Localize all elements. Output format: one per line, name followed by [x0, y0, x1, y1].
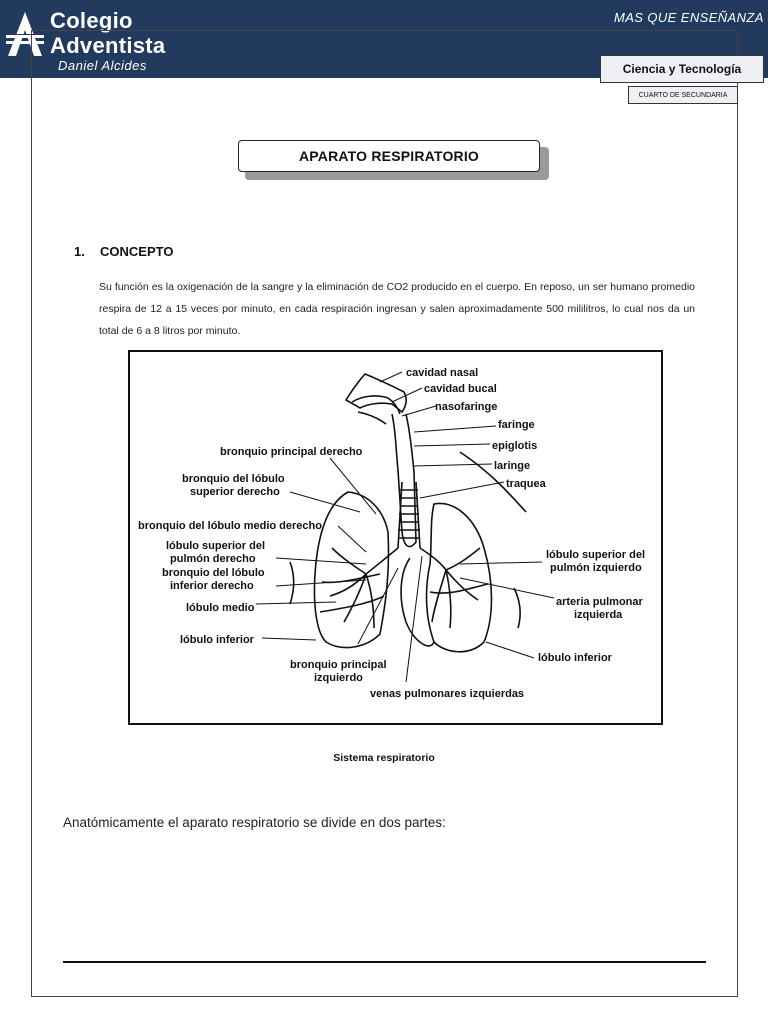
- brand-name-line3: Daniel Alcides: [58, 58, 147, 73]
- left-bronchus: [366, 548, 398, 574]
- label-bronquio-principal-izq-2: izquierdo: [314, 672, 363, 684]
- label-bronquio-lobulo-medio: bronquio del lóbulo medio derecho: [138, 520, 322, 532]
- subject-badge: Ciencia y Tecnología: [600, 55, 764, 83]
- right-bronchus: [420, 548, 446, 570]
- label-arteria-2: izquierda: [574, 609, 623, 621]
- section-heading: [74, 244, 173, 259]
- bottom-rule: [63, 961, 706, 963]
- respiratory-diagram: [128, 350, 663, 725]
- grade-badge: CUARTO DE SECUNDARIA: [628, 86, 738, 104]
- section-number: 1.: [74, 244, 85, 259]
- section-title: CONCEPTO: [100, 244, 174, 259]
- respiratory-diagram-drawing: [130, 352, 661, 723]
- label-cavidad-bucal: cavidad bucal: [424, 383, 497, 395]
- label-lobulo-sup-izq-2: pulmón izquierdo: [550, 562, 642, 574]
- label-nasofaringe: nasofaringe: [435, 401, 498, 413]
- label-venas-pulmonares: venas pulmonares izquierdas: [370, 688, 525, 700]
- page-title: APARATO RESPIRATORIO: [238, 140, 540, 172]
- right-lung: [314, 492, 388, 648]
- mouth: [358, 412, 386, 424]
- label-bronquio-lobulo-sup-2: superior derecho: [190, 486, 280, 498]
- brand-name-line2: Adventista: [50, 33, 166, 58]
- label-bronquio-lobulo-inf-2: inferior derecho: [170, 580, 254, 592]
- label-lobulo-medio: lóbulo medio: [186, 602, 255, 614]
- label-epiglotis: epiglotis: [492, 440, 538, 452]
- label-lobulo-sup-der-2: pulmón derecho: [170, 553, 256, 565]
- label-lobulo-inferior-izq: lóbulo inferior: [538, 652, 612, 664]
- tagline: MAS QUE ENSEÑANZA: [614, 10, 764, 25]
- body-text: Anatómicamente el aparato respiratorio se divide en dos partes:: [63, 815, 446, 830]
- label-bronquio-lobulo-sup-1: bronquio del lóbulo: [182, 473, 285, 485]
- brand-name-line1: Colegio: [50, 8, 133, 33]
- label-traquea: traquea: [506, 478, 546, 490]
- label-bronquio-principal-derecho: bronquio principal derecho: [220, 446, 363, 458]
- label-arteria-1: arteria pulmonar: [556, 596, 643, 608]
- label-lobulo-sup-der-1: lóbulo superior del: [166, 540, 266, 552]
- label-lobulo-inferior-der: lóbulo inferior: [180, 634, 254, 646]
- label-laringe: laringe: [494, 460, 531, 472]
- figure-caption: Sistema respiratorio: [333, 752, 435, 764]
- label-lobulo-sup-izq-1: lóbulo superior del: [546, 549, 646, 561]
- label-bronquio-principal-izq-1: bronquio principal: [290, 659, 387, 671]
- left-lung: [427, 503, 492, 651]
- pharynx: [392, 414, 416, 547]
- label-cavidad-nasal: cavidad nasal: [406, 367, 479, 379]
- label-bronquio-lobulo-inf-1: bronquio del lóbulo: [162, 567, 265, 579]
- label-faringe: faringe: [498, 419, 535, 431]
- concept-paragraph: Su función es la oxigenación de la sangre y la eliminación de CO2 producido en el cuerpo. En reposo, un ser humano promedio respira de 12 a 15 veces por minuto, en cada respiración ingresan y salen aproximadamente 500 mililitros, lo cual nos da un total de 6 a 8 litros por minuto.: [99, 281, 695, 337]
